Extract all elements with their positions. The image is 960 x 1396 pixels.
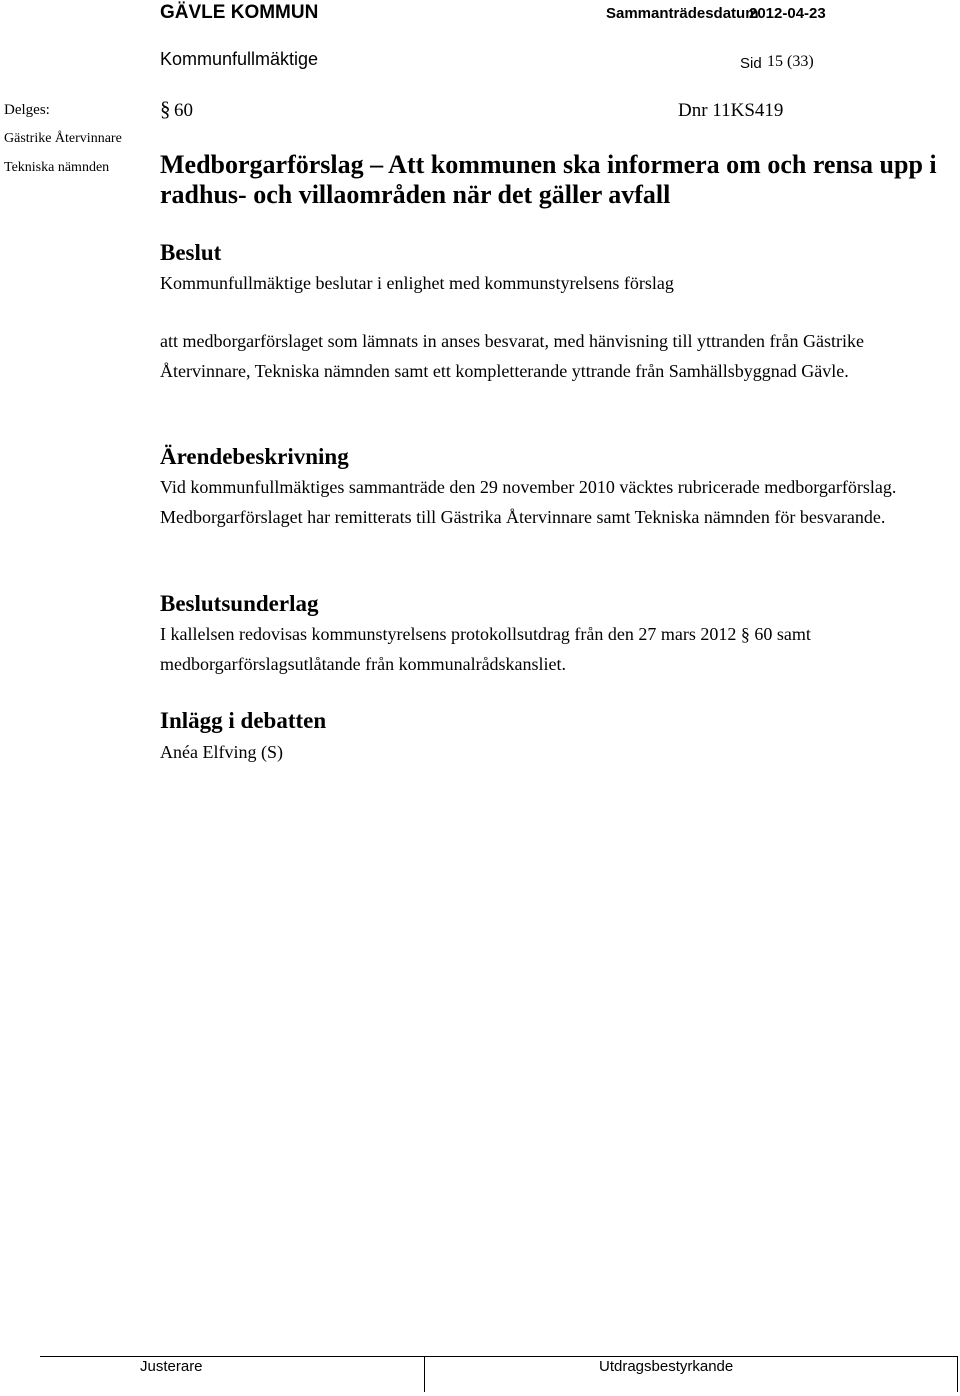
signature-divider [957,1356,958,1392]
signature-divider [424,1356,425,1392]
meeting-date: 2012-04-23 [749,5,826,22]
decision-intro: Kommunfullmäktige beslutar i enlighet med kommunstyrelsens förslag [160,273,674,293]
distribution-recipient: Tekniska nämnden [4,160,110,175]
section-sign-icon: § [160,97,171,121]
case-description-text: Vid kommunfullmäktiges sammanträde den 29 november 2010 väcktes rubricerade medborgarförslag. Medborgarförslaget har remitterats till Gästrika Återvinnare samt Tekniska nämnden för besvarande. [160,477,897,527]
page-number: 15 (33) [767,53,814,70]
decision-basis-text: I kallelsen redovisas kommunstyrelsens protokollsutdrag från den 27 mars 2012 § 60 samt medborgarförslagsutlåtande från kommunalrådskansliet. [160,624,811,674]
distribution-recipient: Gästrike Återvinnare [4,131,122,146]
section-heading-debatt: Inlägg i debatten [160,708,327,733]
section-heading-beslutsunderlag: Beslutsunderlag [160,591,319,616]
governing-body: Kommunfullmäktige [160,49,319,69]
diary-number: Dnr 11KS419 [678,100,784,121]
decision-text: att medborgarförslaget som lämnats in anses besvarat, med hänvisning till yttranden från Gästrike Återvinnare, Tekniska nämnden samt ett kompletterande yttrande från Samhällsbyggnad Gävle. [160,331,864,381]
signature-line [40,1356,958,1357]
section-heading-arendebeskrivning: Ärendebeskrivning [160,444,349,469]
signature-justerare: Justerare [140,1358,203,1375]
signature-utdragsbestyrkande: Utdragsbestyrkande [599,1358,734,1375]
case-title: Medborgarförslag – Att kommunen ska informera om och rensa upp i radhus- och villaområden när det gäller avfall [160,150,937,209]
organization-name: GÄVLE KOMMUN [160,2,319,23]
debate-speaker: Anéa Elfving (S) [160,742,283,762]
page-label: Sid [740,55,762,72]
paragraph-number: 60 [174,100,193,121]
meeting-date-label: Sammanträdesdatum [606,5,759,22]
distribution-label: Delges: [4,102,50,118]
section-heading-beslut: Beslut [160,240,222,265]
